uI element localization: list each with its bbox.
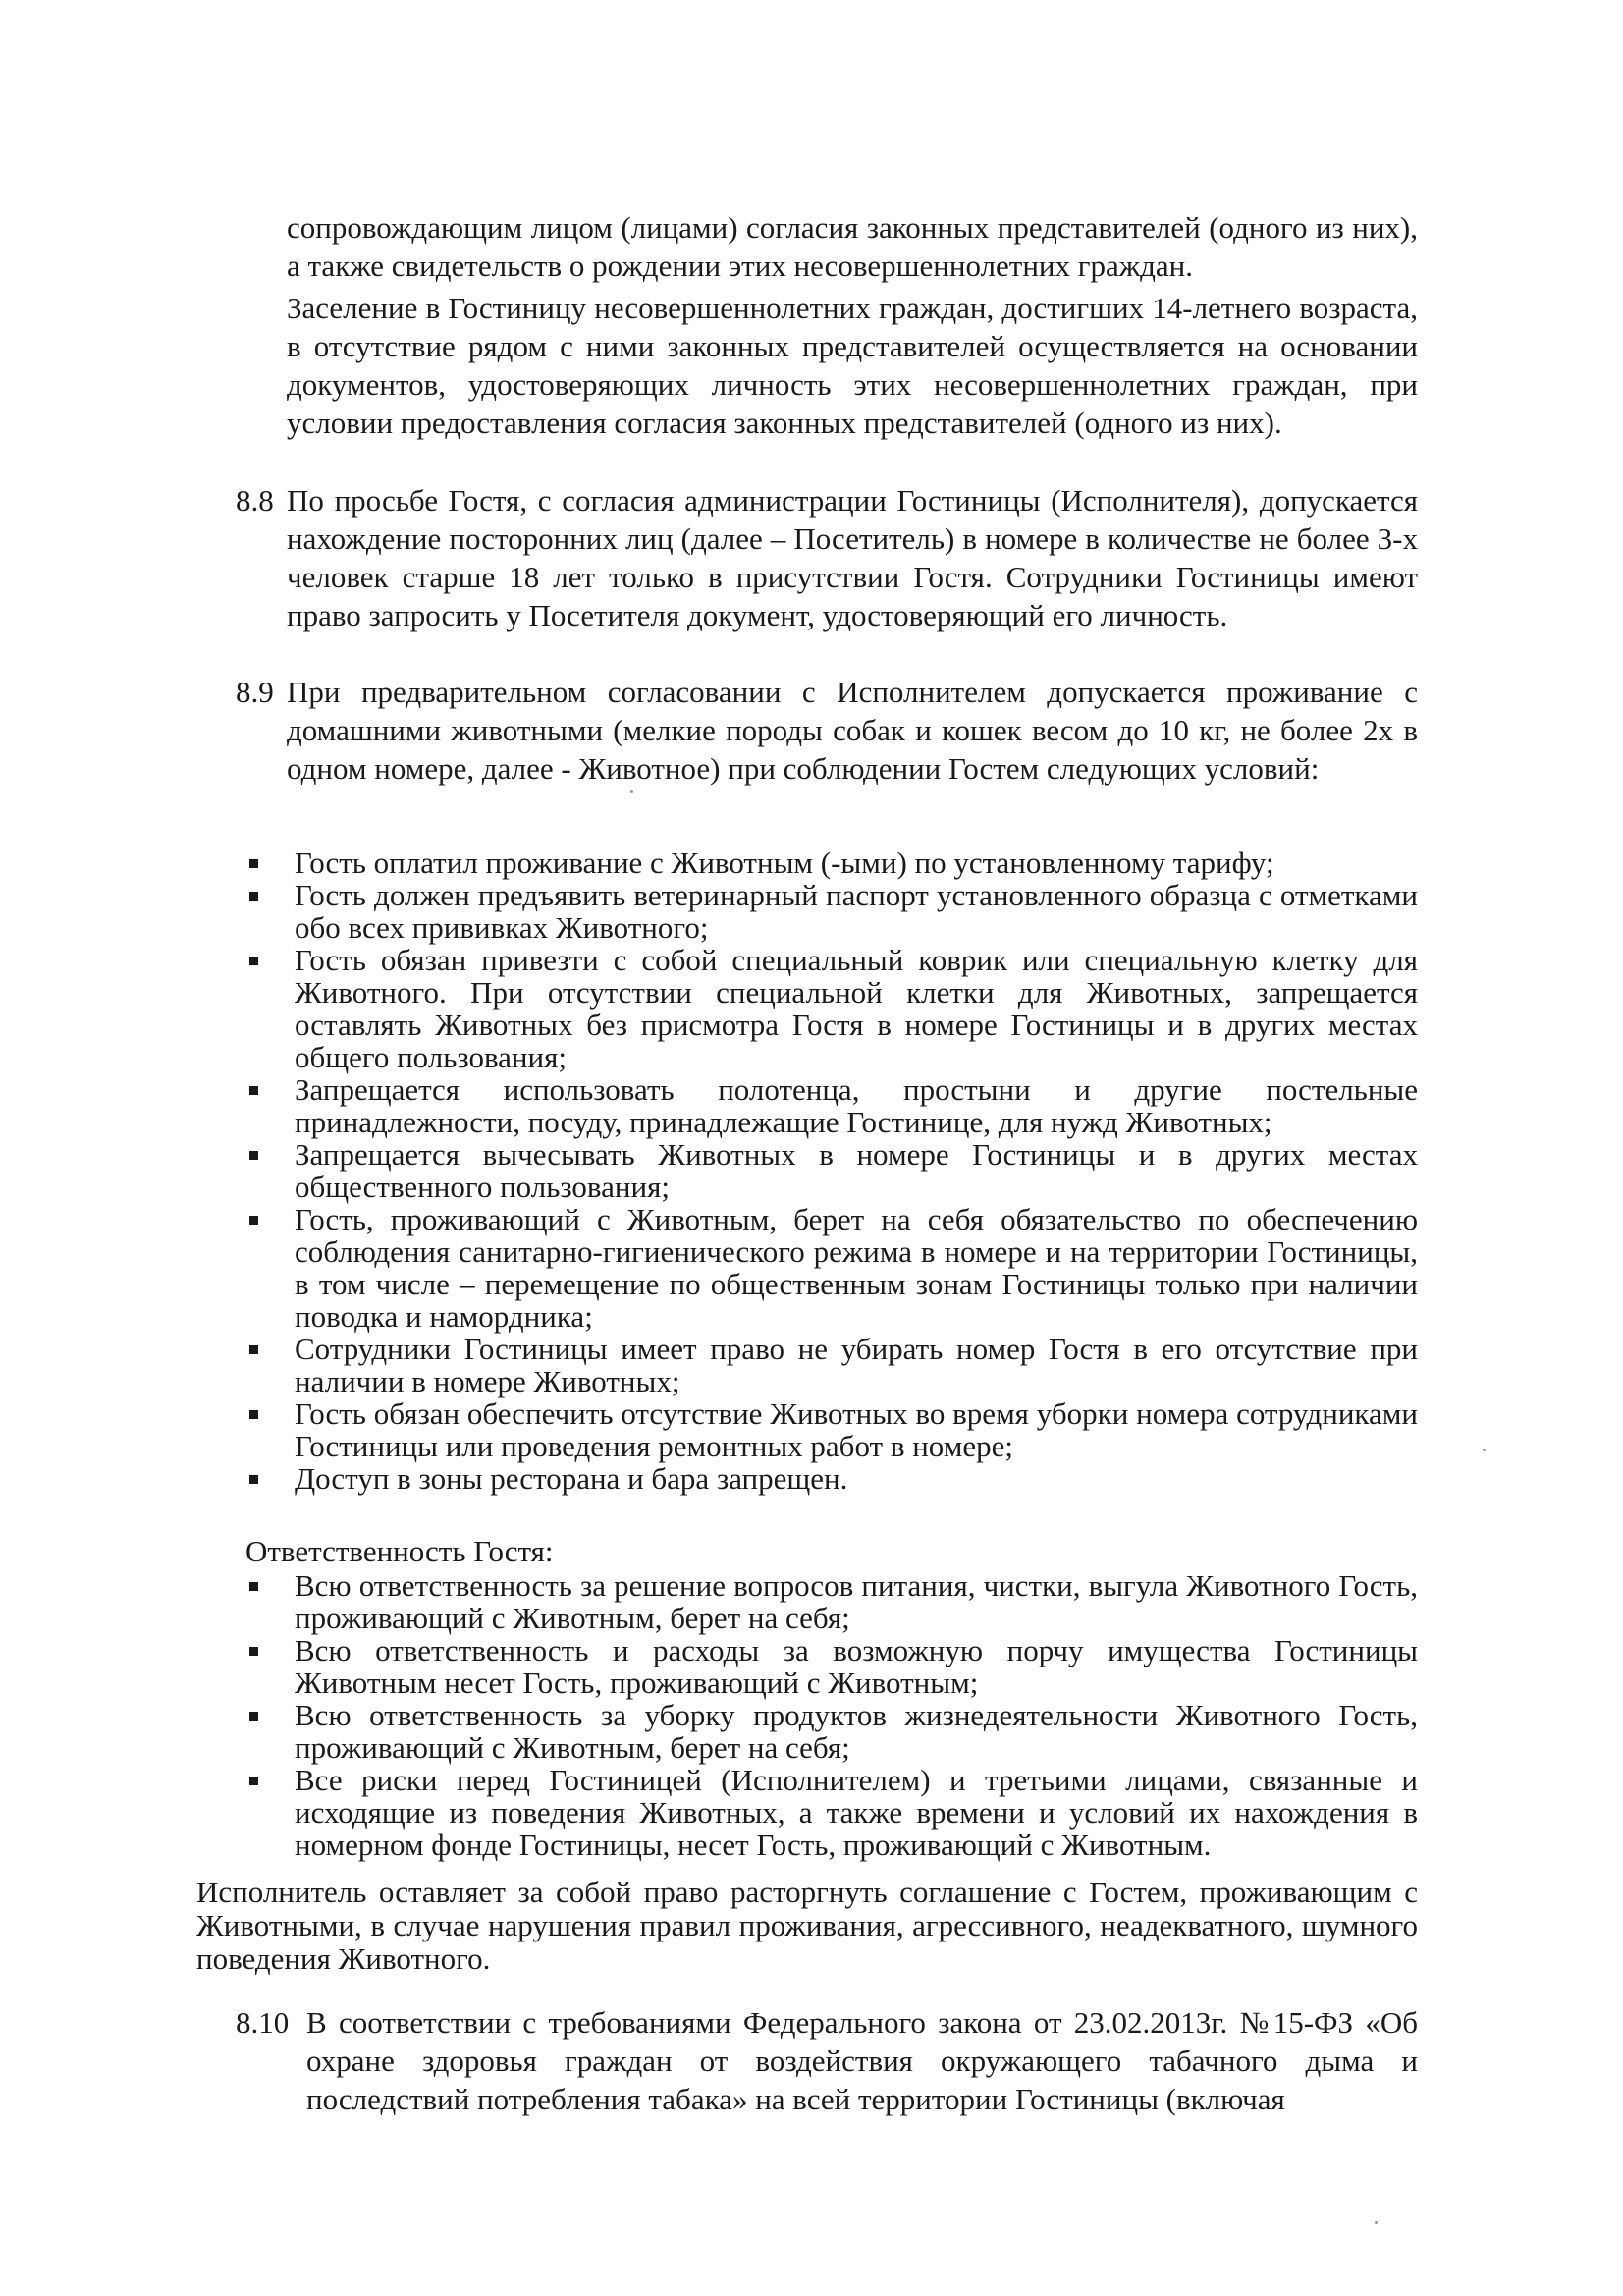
square-bullet-icon <box>249 1345 258 1354</box>
intro-section <box>287 208 1418 446</box>
list-item <box>243 944 1418 1073</box>
square-bullet-icon <box>249 859 258 868</box>
list-item-text: Запрещается вычесывать Животных в номере Гостиницы и в других местах общественного пользования; <box>295 1137 1418 1204</box>
square-bullet-icon <box>249 1582 258 1591</box>
intro-paragraph-2: Заселение в Гостиницу несовершеннолетних граждан, достигших 14-летнего возраста, в отсутствие рядом с ними законных представителей осуществляется на основании документов, удостоверяющих личность этих несовершеннолетних граждан, при условии предоставления согласия законных представителей (одного из них). <box>287 291 1418 440</box>
intro-paragraph-1: сопровождающим лицом (лицами) согласия законных представителей (одного из них), а также свидетельств о рождении этих несовершеннолетних граждан. <box>287 210 1418 283</box>
list-item <box>243 847 1418 879</box>
square-bullet-icon <box>249 1410 258 1419</box>
section-number: 8.9 <box>236 675 274 709</box>
responsibilities-list <box>243 1569 1418 1861</box>
list-item <box>243 1634 1418 1699</box>
list-item-text: Гость, проживающий с Животным, берет на себя обязательство по обеспечению соблюдения санитарно-гигиенического режима в номере и на территории Гостиницы, в том числе – перемещение по общественным зонам Гостиницы только при наличии поводка и намордника; <box>295 1202 1418 1334</box>
square-bullet-icon <box>249 1777 258 1785</box>
section-text: При предварительном согласовании с Исполнителем допускается проживание с домашними животными (мелкие породы собак и кошек весом до 10 кг, не более 2х в одном номере, далее - Животное) при соблюдении Гостем следующих условий: <box>287 675 1418 786</box>
square-bullet-icon <box>249 892 258 901</box>
list-item-text: Запрещается использовать полотенца, простыни и другие постельные принадлежности, посуду, принадлежащие Гостинице, для нужд Животных; <box>295 1072 1418 1139</box>
list-item-text: Все риски перед Гостиницей (Исполнителем) и третьими лицами, связанные и исходящие из поведения Животных, а также времени и условий их нахождения в номерном фонде Гостиницы, несет Гость, проживающий с Животным. <box>295 1763 1418 1862</box>
closing-paragraph: Исполнитель оставляет за собой право расторгнуть соглашение с Гостем, проживающим с Животными, в случае нарушения правил проживания, агрессивного, неадекватного, шумного поведения Животного. <box>196 1875 1418 1976</box>
section-text: В соответствии с требованиями Федерального закона от 23.02.2013г. №15-ФЗ «Об охране здоровья граждан от воздействия окружающего табачного дыма и последствий потребления табака» на всей территории Гостиницы (включая <box>306 2005 1418 2116</box>
square-bullet-icon <box>249 1216 258 1225</box>
square-bullet-icon <box>249 1475 258 1484</box>
list-item-text: Гость должен предъявить ветеринарный паспорт установленного образца с отметками обо всех прививках Животного; <box>295 878 1418 945</box>
section-8-8 <box>236 481 1418 634</box>
list-item-text: Гость обязан обеспечить отсутствие Животных во время уборки номера сотрудниками Гостиницы или проведения ремонтных работ в номере; <box>295 1396 1418 1463</box>
conditions-list <box>243 847 1418 1495</box>
list-item-text: Всю ответственность и расходы за возможную порчу имущества Гостиницы Животным несет Гость, проживающий с Животным; <box>295 1633 1418 1700</box>
list-item-text: Доступ в зоны ресторана и бара запрещен. <box>295 1461 848 1496</box>
section-8-9 <box>236 673 1418 788</box>
square-bullet-icon <box>249 957 258 965</box>
section-number: 8.8 <box>236 483 274 518</box>
square-bullet-icon <box>249 1647 258 1656</box>
list-item <box>243 1138 1418 1203</box>
list-item-text: Сотрудники Гостиницы имеет право не убирать номер Гостя в его отсутствие при наличии в номере Животных; <box>295 1332 1418 1398</box>
list-item <box>243 1569 1418 1634</box>
list-item <box>243 879 1418 944</box>
square-bullet-icon <box>249 1086 258 1095</box>
list-item <box>243 1397 1418 1462</box>
responsibility-heading: Ответственность Гостя: <box>245 1534 554 1568</box>
list-item-text: Гость обязан привезти с собой специальный коврик или специальную клетку для Животного. При отсутствии специальной клетки для Животных, запрещается оставлять Животных без присмотра Гостя в номере Гостиницы и в других местах общего пользования; <box>295 943 1418 1074</box>
scan-speck <box>1375 2221 1378 2224</box>
list-item <box>243 1203 1418 1333</box>
list-item <box>243 1333 1418 1397</box>
list-item <box>243 1699 1418 1764</box>
section-text: По просьбе Гостя, с согласия администрации Гостиницы (Исполнителя), допускается нахождение посторонних лиц (далее – Посетитель) в номере в количестве не более 3-х человек старше 18 лет только в присутствии Гостя. Сотрудники Гостиницы имеют право запросить у Посетителя документ, удостоверяющий его личность. <box>287 483 1418 632</box>
square-bullet-icon <box>249 1712 258 1721</box>
list-item-text: Всю ответственность за решение вопросов питания, чистки, выгула Животного Гость, проживающий с Животным, берет на себя; <box>295 1568 1418 1635</box>
list-item-text: Всю ответственность за уборку продуктов жизнедеятельности Животного Гость, проживающий с Животным, берет на себя; <box>295 1698 1418 1765</box>
section-number: 8.10 <box>236 2005 290 2040</box>
section-8-10 <box>236 2003 1418 2118</box>
list-item <box>243 1764 1418 1861</box>
scan-speck <box>1483 1449 1486 1451</box>
scan-speck <box>630 790 633 793</box>
list-item-text: Гость оплатил проживание с Животным (-ыми) по установленному тарифу; <box>295 846 1274 880</box>
list-item <box>243 1462 1418 1495</box>
square-bullet-icon <box>249 1151 258 1160</box>
list-item <box>243 1073 1418 1138</box>
